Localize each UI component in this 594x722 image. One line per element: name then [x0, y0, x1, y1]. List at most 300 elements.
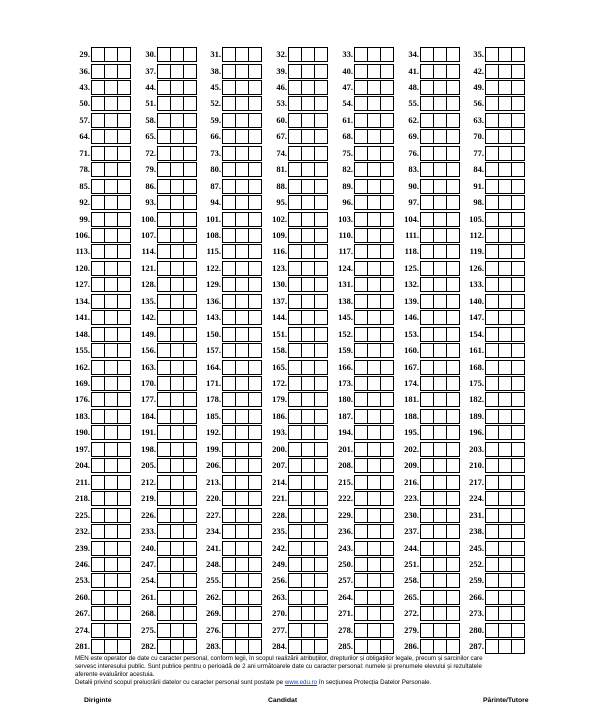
answer-box[interactable]	[157, 113, 171, 128]
answer-box[interactable]	[380, 162, 394, 177]
answer-box[interactable]	[288, 129, 302, 144]
answer-box[interactable]	[354, 541, 368, 556]
answer-box[interactable]	[420, 277, 434, 292]
answer-box[interactable]	[354, 557, 368, 572]
answer-box[interactable]	[248, 212, 262, 227]
answer-box[interactable]	[104, 64, 118, 79]
answer-box[interactable]	[498, 491, 512, 506]
answer-box[interactable]	[354, 261, 368, 276]
answer-box[interactable]	[91, 162, 105, 177]
answer-box[interactable]	[314, 475, 328, 490]
answer-box[interactable]	[485, 96, 499, 111]
answer-box[interactable]	[433, 129, 447, 144]
answer-box[interactable]	[498, 96, 512, 111]
answer-box[interactable]	[91, 573, 105, 588]
answer-box[interactable]	[420, 524, 434, 539]
answer-box[interactable]	[367, 573, 381, 588]
answer-box[interactable]	[314, 442, 328, 457]
answer-box[interactable]	[314, 409, 328, 424]
answer-box[interactable]	[498, 310, 512, 325]
answer-box[interactable]	[288, 442, 302, 457]
answer-box[interactable]	[314, 573, 328, 588]
answer-box[interactable]	[235, 491, 249, 506]
answer-box[interactable]	[301, 392, 315, 407]
answer-box[interactable]	[288, 623, 302, 638]
answer-box[interactable]	[314, 47, 328, 62]
answer-box[interactable]	[104, 606, 118, 621]
answer-box[interactable]	[301, 442, 315, 457]
answer-box[interactable]	[498, 376, 512, 391]
answer-box[interactable]	[248, 343, 262, 358]
answer-box[interactable]	[511, 310, 525, 325]
answer-box[interactable]	[301, 623, 315, 638]
answer-box[interactable]	[485, 195, 499, 210]
answer-box[interactable]	[248, 442, 262, 457]
answer-box[interactable]	[314, 392, 328, 407]
answer-box[interactable]	[222, 458, 236, 473]
answer-box[interactable]	[157, 606, 171, 621]
answer-box[interactable]	[104, 212, 118, 227]
answer-box[interactable]	[157, 475, 171, 490]
answer-box[interactable]	[511, 573, 525, 588]
answer-box[interactable]	[498, 179, 512, 194]
answer-box[interactable]	[288, 475, 302, 490]
answer-box[interactable]	[420, 442, 434, 457]
answer-box[interactable]	[288, 573, 302, 588]
answer-box[interactable]	[91, 606, 105, 621]
answer-box[interactable]	[248, 64, 262, 79]
answer-box[interactable]	[288, 179, 302, 194]
answer-box[interactable]	[157, 261, 171, 276]
answer-box[interactable]	[170, 64, 184, 79]
answer-box[interactable]	[433, 409, 447, 424]
answer-box[interactable]	[433, 392, 447, 407]
answer-box[interactable]	[433, 261, 447, 276]
answer-box[interactable]	[157, 80, 171, 95]
answer-box[interactable]	[485, 129, 499, 144]
answer-box[interactable]	[314, 129, 328, 144]
answer-box[interactable]	[485, 475, 499, 490]
answer-box[interactable]	[433, 179, 447, 194]
answer-box[interactable]	[511, 392, 525, 407]
answer-box[interactable]	[222, 261, 236, 276]
answer-box[interactable]	[367, 524, 381, 539]
answer-box[interactable]	[511, 179, 525, 194]
answer-box[interactable]	[367, 590, 381, 605]
answer-box[interactable]	[380, 573, 394, 588]
answer-box[interactable]	[511, 327, 525, 342]
answer-box[interactable]	[248, 294, 262, 309]
answer-box[interactable]	[91, 113, 105, 128]
answer-box[interactable]	[485, 425, 499, 440]
answer-box[interactable]	[498, 80, 512, 95]
answer-box[interactable]	[104, 162, 118, 177]
answer-box[interactable]	[498, 129, 512, 144]
answer-box[interactable]	[380, 261, 394, 276]
answer-box[interactable]	[157, 96, 171, 111]
answer-box[interactable]	[288, 47, 302, 62]
answer-box[interactable]	[301, 343, 315, 358]
answer-box[interactable]	[117, 590, 131, 605]
answer-box[interactable]	[157, 195, 171, 210]
answer-box[interactable]	[301, 212, 315, 227]
answer-box[interactable]	[235, 573, 249, 588]
answer-box[interactable]	[380, 409, 394, 424]
answer-box[interactable]	[485, 590, 499, 605]
answer-box[interactable]	[485, 491, 499, 506]
answer-box[interactable]	[367, 244, 381, 259]
answer-box[interactable]	[235, 64, 249, 79]
answer-box[interactable]	[157, 179, 171, 194]
answer-box[interactable]	[367, 146, 381, 161]
answer-box[interactable]	[511, 195, 525, 210]
answer-box[interactable]	[157, 392, 171, 407]
answer-box[interactable]	[511, 475, 525, 490]
answer-box[interactable]	[354, 508, 368, 523]
answer-box[interactable]	[498, 360, 512, 375]
answer-box[interactable]	[248, 261, 262, 276]
answer-box[interactable]	[157, 639, 171, 654]
answer-box[interactable]	[314, 491, 328, 506]
answer-box[interactable]	[367, 557, 381, 572]
answer-box[interactable]	[91, 310, 105, 325]
answer-box[interactable]	[367, 310, 381, 325]
answer-box[interactable]	[248, 179, 262, 194]
answer-box[interactable]	[104, 294, 118, 309]
answer-box[interactable]	[314, 639, 328, 654]
answer-box[interactable]	[235, 277, 249, 292]
answer-box[interactable]	[511, 261, 525, 276]
answer-box[interactable]	[314, 261, 328, 276]
answer-box[interactable]	[117, 508, 131, 523]
answer-box[interactable]	[117, 442, 131, 457]
answer-box[interactable]	[301, 294, 315, 309]
answer-box[interactable]	[354, 343, 368, 358]
answer-box[interactable]	[235, 179, 249, 194]
answer-box[interactable]	[380, 360, 394, 375]
answer-box[interactable]	[485, 343, 499, 358]
answer-box[interactable]	[157, 425, 171, 440]
answer-box[interactable]	[235, 162, 249, 177]
answer-box[interactable]	[420, 47, 434, 62]
answer-box[interactable]	[288, 557, 302, 572]
answer-box[interactable]	[104, 491, 118, 506]
answer-box[interactable]	[91, 179, 105, 194]
answer-box[interactable]	[420, 64, 434, 79]
answer-box[interactable]	[485, 113, 499, 128]
answer-box[interactable]	[288, 458, 302, 473]
answer-box[interactable]	[314, 113, 328, 128]
answer-box[interactable]	[314, 327, 328, 342]
answer-box[interactable]	[301, 64, 315, 79]
answer-box[interactable]	[498, 343, 512, 358]
answer-box[interactable]	[367, 96, 381, 111]
answer-box[interactable]	[222, 425, 236, 440]
answer-box[interactable]	[354, 228, 368, 243]
answer-box[interactable]	[91, 96, 105, 111]
answer-box[interactable]	[235, 360, 249, 375]
answer-box[interactable]	[104, 146, 118, 161]
answer-box[interactable]	[420, 113, 434, 128]
answer-box[interactable]	[117, 639, 131, 654]
answer-box[interactable]	[248, 606, 262, 621]
answer-box[interactable]	[235, 129, 249, 144]
answer-box[interactable]	[420, 623, 434, 638]
answer-box[interactable]	[301, 475, 315, 490]
answer-box[interactable]	[117, 623, 131, 638]
answer-box[interactable]	[170, 80, 184, 95]
answer-box[interactable]	[498, 162, 512, 177]
answer-box[interactable]	[354, 425, 368, 440]
answer-box[interactable]	[511, 524, 525, 539]
answer-box[interactable]	[367, 261, 381, 276]
answer-box[interactable]	[420, 458, 434, 473]
answer-box[interactable]	[433, 343, 447, 358]
answer-box[interactable]	[498, 573, 512, 588]
answer-box[interactable]	[511, 557, 525, 572]
answer-box[interactable]	[511, 458, 525, 473]
answer-box[interactable]	[157, 557, 171, 572]
answer-box[interactable]	[314, 343, 328, 358]
answer-box[interactable]	[314, 557, 328, 572]
answer-box[interactable]	[170, 557, 184, 572]
answer-box[interactable]	[170, 508, 184, 523]
answer-box[interactable]	[235, 639, 249, 654]
answer-box[interactable]	[222, 179, 236, 194]
answer-box[interactable]	[248, 327, 262, 342]
answer-box[interactable]	[420, 327, 434, 342]
answer-box[interactable]	[420, 146, 434, 161]
answer-box[interactable]	[157, 360, 171, 375]
answer-box[interactable]	[511, 376, 525, 391]
answer-box[interactable]	[170, 573, 184, 588]
answer-box[interactable]	[380, 392, 394, 407]
answer-box[interactable]	[314, 294, 328, 309]
answer-box[interactable]	[235, 442, 249, 457]
answer-box[interactable]	[420, 294, 434, 309]
answer-box[interactable]	[248, 458, 262, 473]
answer-box[interactable]	[91, 360, 105, 375]
answer-box[interactable]	[433, 212, 447, 227]
answer-box[interactable]	[157, 327, 171, 342]
answer-box[interactable]	[248, 195, 262, 210]
answer-box[interactable]	[117, 96, 131, 111]
answer-box[interactable]	[104, 590, 118, 605]
answer-box[interactable]	[117, 425, 131, 440]
answer-box[interactable]	[288, 409, 302, 424]
answer-box[interactable]	[288, 162, 302, 177]
answer-box[interactable]	[157, 146, 171, 161]
answer-box[interactable]	[222, 508, 236, 523]
answer-box[interactable]	[498, 508, 512, 523]
answer-box[interactable]	[433, 64, 447, 79]
answer-box[interactable]	[104, 96, 118, 111]
answer-box[interactable]	[420, 425, 434, 440]
answer-box[interactable]	[511, 491, 525, 506]
answer-box[interactable]	[288, 294, 302, 309]
answer-box[interactable]	[301, 541, 315, 556]
answer-box[interactable]	[104, 409, 118, 424]
answer-box[interactable]	[235, 343, 249, 358]
answer-box[interactable]	[301, 96, 315, 111]
answer-box[interactable]	[170, 277, 184, 292]
answer-box[interactable]	[170, 129, 184, 144]
answer-box[interactable]	[248, 47, 262, 62]
answer-box[interactable]	[117, 343, 131, 358]
answer-box[interactable]	[433, 524, 447, 539]
answer-box[interactable]	[91, 277, 105, 292]
answer-box[interactable]	[420, 228, 434, 243]
answer-box[interactable]	[170, 425, 184, 440]
answer-box[interactable]	[511, 541, 525, 556]
answer-box[interactable]	[301, 244, 315, 259]
answer-box[interactable]	[248, 491, 262, 506]
answer-box[interactable]	[380, 541, 394, 556]
answer-box[interactable]	[354, 442, 368, 457]
answer-box[interactable]	[433, 195, 447, 210]
answer-box[interactable]	[314, 212, 328, 227]
answer-box[interactable]	[380, 96, 394, 111]
answer-box[interactable]	[222, 639, 236, 654]
answer-box[interactable]	[91, 508, 105, 523]
answer-box[interactable]	[354, 392, 368, 407]
answer-box[interactable]	[117, 228, 131, 243]
answer-box[interactable]	[157, 277, 171, 292]
answer-box[interactable]	[367, 129, 381, 144]
answer-box[interactable]	[235, 508, 249, 523]
answer-box[interactable]	[354, 96, 368, 111]
answer-box[interactable]	[248, 639, 262, 654]
answer-box[interactable]	[170, 47, 184, 62]
answer-box[interactable]	[380, 310, 394, 325]
answer-box[interactable]	[380, 80, 394, 95]
answer-box[interactable]	[433, 475, 447, 490]
answer-box[interactable]	[104, 458, 118, 473]
answer-box[interactable]	[511, 590, 525, 605]
answer-box[interactable]	[91, 541, 105, 556]
answer-box[interactable]	[511, 409, 525, 424]
answer-box[interactable]	[367, 195, 381, 210]
answer-box[interactable]	[485, 327, 499, 342]
answer-box[interactable]	[301, 277, 315, 292]
answer-box[interactable]	[380, 458, 394, 473]
answer-box[interactable]	[288, 590, 302, 605]
answer-box[interactable]	[301, 557, 315, 572]
answer-box[interactable]	[288, 639, 302, 654]
answer-box[interactable]	[117, 261, 131, 276]
answer-box[interactable]	[117, 113, 131, 128]
answer-box[interactable]	[91, 64, 105, 79]
answer-box[interactable]	[314, 277, 328, 292]
answer-box[interactable]	[222, 557, 236, 572]
answer-box[interactable]	[314, 524, 328, 539]
answer-box[interactable]	[117, 409, 131, 424]
answer-box[interactable]	[117, 244, 131, 259]
answer-box[interactable]	[104, 392, 118, 407]
answer-box[interactable]	[511, 442, 525, 457]
answer-box[interactable]	[104, 47, 118, 62]
answer-box[interactable]	[485, 244, 499, 259]
answer-box[interactable]	[498, 64, 512, 79]
answer-box[interactable]	[248, 310, 262, 325]
answer-box[interactable]	[420, 409, 434, 424]
answer-box[interactable]	[354, 590, 368, 605]
answer-box[interactable]	[235, 96, 249, 111]
answer-box[interactable]	[354, 327, 368, 342]
answer-box[interactable]	[380, 524, 394, 539]
answer-box[interactable]	[104, 80, 118, 95]
answer-box[interactable]	[380, 623, 394, 638]
answer-box[interactable]	[117, 310, 131, 325]
answer-box[interactable]	[433, 277, 447, 292]
answer-box[interactable]	[367, 360, 381, 375]
answer-box[interactable]	[485, 162, 499, 177]
answer-box[interactable]	[485, 228, 499, 243]
answer-box[interactable]	[288, 277, 302, 292]
answer-box[interactable]	[235, 195, 249, 210]
answer-box[interactable]	[222, 47, 236, 62]
answer-box[interactable]	[288, 228, 302, 243]
answer-box[interactable]	[354, 475, 368, 490]
answer-box[interactable]	[485, 639, 499, 654]
answer-box[interactable]	[104, 310, 118, 325]
answer-box[interactable]	[485, 212, 499, 227]
answer-box[interactable]	[170, 294, 184, 309]
answer-box[interactable]	[157, 162, 171, 177]
answer-box[interactable]	[117, 392, 131, 407]
answer-box[interactable]	[157, 129, 171, 144]
answer-box[interactable]	[222, 195, 236, 210]
answer-box[interactable]	[511, 606, 525, 621]
answer-box[interactable]	[354, 360, 368, 375]
answer-box[interactable]	[170, 179, 184, 194]
answer-box[interactable]	[170, 96, 184, 111]
answer-box[interactable]	[235, 294, 249, 309]
answer-box[interactable]	[301, 639, 315, 654]
answer-box[interactable]	[170, 162, 184, 177]
answer-box[interactable]	[117, 146, 131, 161]
answer-box[interactable]	[157, 310, 171, 325]
answer-box[interactable]	[498, 212, 512, 227]
answer-box[interactable]	[222, 606, 236, 621]
answer-box[interactable]	[485, 541, 499, 556]
answer-box[interactable]	[91, 524, 105, 539]
answer-box[interactable]	[354, 491, 368, 506]
answer-box[interactable]	[222, 475, 236, 490]
answer-box[interactable]	[367, 277, 381, 292]
answer-box[interactable]	[248, 409, 262, 424]
answer-box[interactable]	[367, 409, 381, 424]
answer-box[interactable]	[354, 409, 368, 424]
answer-box[interactable]	[354, 64, 368, 79]
answer-box[interactable]	[91, 47, 105, 62]
answer-box[interactable]	[288, 524, 302, 539]
answer-box[interactable]	[222, 491, 236, 506]
answer-box[interactable]	[157, 442, 171, 457]
answer-box[interactable]	[301, 47, 315, 62]
answer-box[interactable]	[91, 425, 105, 440]
answer-box[interactable]	[104, 360, 118, 375]
answer-box[interactable]	[433, 458, 447, 473]
answer-box[interactable]	[485, 64, 499, 79]
answer-box[interactable]	[288, 244, 302, 259]
answer-box[interactable]	[380, 64, 394, 79]
answer-box[interactable]	[301, 195, 315, 210]
answer-box[interactable]	[511, 623, 525, 638]
answer-box[interactable]	[380, 294, 394, 309]
answer-box[interactable]	[104, 113, 118, 128]
answer-box[interactable]	[104, 508, 118, 523]
